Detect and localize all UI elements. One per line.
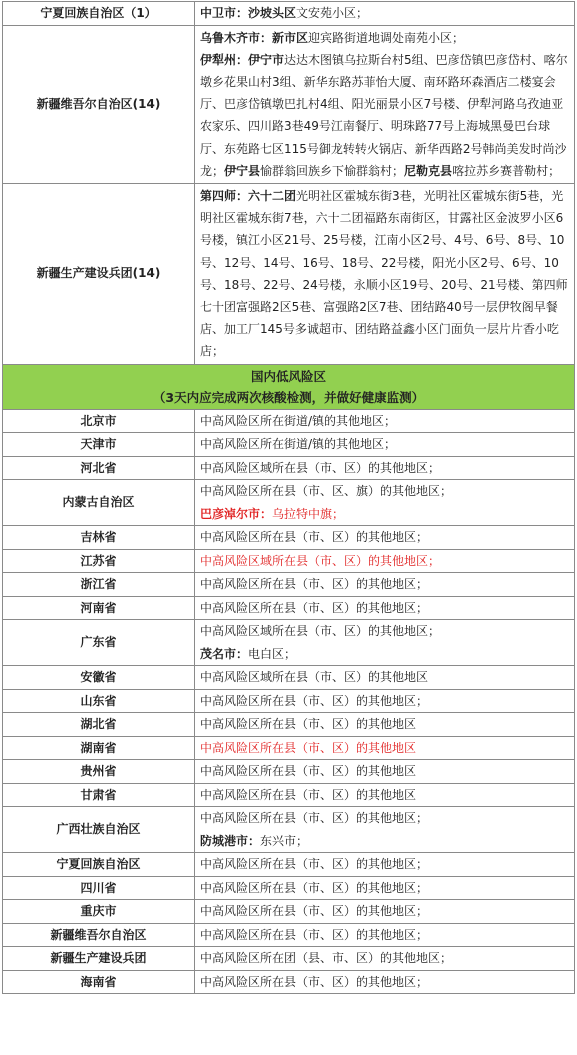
- detail-text: 迎宾路街道地调处南苑小区；: [308, 30, 465, 45]
- table-row: [3, 456, 575, 480]
- detail-cell: [195, 596, 575, 620]
- region-cell: 浙江省: [3, 573, 195, 597]
- detail-text: 达达木图镇乌拉斯台村5组、巴彦岱镇巴彦岱村、喀尔墩乡花果山村3组、新华东路苏菲怡大厦、南环路环森酒店二楼宴会厅、巴彦岱镇墩巴扎村4组、阳光丽景小区7号楼、伊犁河路乌孜迪亚农家乐、四川路3巷49号江南餐厅、明珠路77号上海城黑曼巴台球厅、东苑路七区115号御龙转转火锅店、新华西路2号韩尚美发时尚沙龙；: [200, 52, 568, 178]
- county-label: 伊宁县: [224, 163, 261, 178]
- detail-text: 中高风险区所在县（市、区）的其他地区；: [200, 904, 429, 919]
- detail-text: 电白区；: [248, 646, 297, 661]
- detail-cell: [195, 923, 575, 947]
- detail-cell: [195, 573, 575, 597]
- region-cell: 贵州省: [3, 760, 195, 784]
- detail-text: 东兴市；: [260, 833, 309, 848]
- detail-cell: [195, 947, 575, 971]
- detail-text: 中高风险区所在县（市、区）的其他地区；: [200, 600, 429, 615]
- table-row: [3, 923, 575, 947]
- detail-text: 中高风险区所在县（市、区）的其他地区: [200, 764, 417, 779]
- detail-cell: [195, 2, 575, 26]
- detail-text: 光明社区霍城东街3巷，光明社区霍城东街5巷，光明社区霍城东街7巷，六十二团福路东南街区，甘露社区金波罗小区6号楼，镇江小区21号、25号楼，江南小区2号、4号、6号、8号、10号、12号、14号、16号、18号、22号楼，阳光小区2号、6号、10号、18号、22号、24号楼，永顺小区19号、20号、21号楼、第四师七十团富强路2区5巷、富强路2区7巷、团结路40号一层伊牧阁早餐店、加工厂145号多诚超市、团结路益鑫小区门面负一层片片香小吃店；: [200, 188, 568, 359]
- detail-text: 中高风险区域所在县（市、区）的其他地区；: [200, 624, 441, 639]
- region-cell: 湖南省: [3, 736, 195, 760]
- detail-cell: [195, 456, 575, 480]
- region-cell: 海南省: [3, 970, 195, 994]
- region-cell: 新疆生产建设兵团: [3, 947, 195, 971]
- detail-text: 中高风险区所在县（市、区）的其他地区；: [200, 974, 429, 989]
- detail-text: 中高风险区所在县（市、区）的其他地区: [200, 787, 417, 802]
- banner-cell: [3, 364, 575, 409]
- region-cell: 安徽省: [3, 666, 195, 690]
- region-cell: 北京市: [3, 409, 195, 433]
- table-row: [3, 183, 575, 364]
- city-label: 乌鲁木齐市：: [200, 30, 273, 45]
- table-row: [3, 853, 575, 877]
- region-cell: 甘肃省: [3, 783, 195, 807]
- city-label: 伊宁市: [248, 52, 285, 67]
- region-cell: 新疆维吾尔自治区(14): [3, 25, 195, 183]
- region-cell: 内蒙古自治区: [3, 480, 195, 526]
- city-label: 防城港市：: [200, 833, 261, 848]
- detail-text: 中高风险区所在街道/镇的其他地区；: [200, 437, 397, 452]
- ili-line: [200, 49, 570, 182]
- detail-text: 喀拉苏乡赛普勒村；: [452, 163, 561, 178]
- region-cell: 江苏省: [3, 549, 195, 573]
- table-row: [3, 947, 575, 971]
- region-cell: 广东省: [3, 620, 195, 666]
- region-cell: 新疆生产建设兵团(14): [3, 183, 195, 364]
- region-cell: 重庆市: [3, 900, 195, 924]
- detail-cell: [195, 760, 575, 784]
- region-cell: 广西壮族自治区: [3, 807, 195, 853]
- region-cell: 吉林省: [3, 526, 195, 550]
- table-row: [3, 666, 575, 690]
- table-row: [3, 900, 575, 924]
- detail-text: 中高风险区域所在县（市、区）的其他地区；: [200, 460, 441, 475]
- detail-cell: [195, 900, 575, 924]
- division-label: 第四师：: [200, 188, 249, 203]
- region-cell: 新疆维吾尔自治区: [3, 923, 195, 947]
- detail-text: 中高风险区所在县（市、区）的其他地区；: [200, 811, 429, 826]
- region-cell: 天津市: [3, 433, 195, 457]
- table-row: [3, 573, 575, 597]
- detail-cell: [195, 409, 575, 433]
- table-row: [3, 783, 575, 807]
- detail-cell: [195, 876, 575, 900]
- detail-text: 中高风险区所在县（市、区）的其他地区；: [200, 857, 429, 872]
- extra-area-line: [200, 503, 570, 526]
- city-label: 中卫市：: [200, 6, 249, 20]
- detail-text: 中高风险区域所在县（市、区）的其他地区；: [200, 553, 441, 568]
- detail-text: 中高风险区所在县（市、区）的其他地区；: [200, 577, 429, 592]
- detail-text: 中高风险区所在县（市、区）的其他地区；: [200, 693, 429, 708]
- detail-text: 中高风险区所在县（市、区）的其他地区；: [200, 880, 429, 895]
- table-row: [3, 689, 575, 713]
- table-row: [3, 2, 575, 26]
- table-row: [3, 876, 575, 900]
- region-cell: 河北省: [3, 456, 195, 480]
- table-row: [3, 596, 575, 620]
- urumqi-line: [200, 27, 570, 49]
- detail-cell: [195, 183, 575, 364]
- table-row: [3, 526, 575, 550]
- city-label: 茂名市：: [200, 646, 249, 661]
- city-label: 巴彦淖尔市：: [200, 506, 273, 521]
- regiment-label: 六十二团: [248, 188, 297, 203]
- detail-cell: [195, 433, 575, 457]
- table-row: [3, 25, 575, 183]
- region-cell: 湖北省: [3, 713, 195, 737]
- section-banner: [3, 364, 575, 409]
- region-cell: 四川省: [3, 876, 195, 900]
- table-row: [3, 620, 575, 666]
- detail-text: 乌拉特中旗；: [272, 506, 345, 521]
- detail-text: 中高风险区域所在县（市、区）的其他地区: [200, 670, 429, 685]
- table-row: [3, 433, 575, 457]
- detail-cell: [195, 25, 575, 183]
- detail-cell: [195, 736, 575, 760]
- region-cell: 山东省: [3, 689, 195, 713]
- table-row: [3, 549, 575, 573]
- table-row: [3, 713, 575, 737]
- detail-text: 中高风险区所在县（市、区）的其他地区: [200, 717, 417, 732]
- risk-area-table: [2, 1, 575, 994]
- detail-text: 中高风险区所在县（市、区）的其他地区: [200, 740, 417, 755]
- table-row: [3, 409, 575, 433]
- banner-title: 国内低风险区: [250, 368, 326, 384]
- detail-cell: [195, 666, 575, 690]
- district-label: 新市区: [272, 30, 309, 45]
- detail-cell: [195, 807, 575, 853]
- county-label: 尼勒克县: [404, 163, 453, 178]
- table-row: [3, 480, 575, 526]
- low-risk-list: [3, 409, 575, 994]
- region-cell: 宁夏回族自治区: [3, 853, 195, 877]
- table-row: [3, 807, 575, 853]
- detail-cell: [195, 480, 575, 526]
- extra-area-line: [200, 830, 570, 853]
- table-row: [3, 736, 575, 760]
- district-label: 沙坡头区: [248, 6, 297, 20]
- detail-text: 中高风险区所在街道/镇的其他地区；: [200, 413, 397, 428]
- detail-cell: [195, 526, 575, 550]
- detail-cell: [195, 713, 575, 737]
- region-cell: 宁夏回族自治区（1）: [3, 2, 195, 26]
- table-row: [3, 970, 575, 994]
- detail-cell: [195, 549, 575, 573]
- extra-area-line: [200, 643, 570, 666]
- detail-text: 中高风险区所在县（市、区、旗）的其他地区；: [200, 484, 453, 499]
- table-row: [3, 760, 575, 784]
- detail-text: 中高风险区所在县（市、区）的其他地区；: [200, 927, 429, 942]
- detail-cell: [195, 970, 575, 994]
- detail-cell: [195, 853, 575, 877]
- detail-text: 愉群翁回族乡下愉群翁村；: [260, 163, 405, 178]
- detail-text: 中高风险区所在团（县、市、区）的其他地区；: [200, 951, 453, 966]
- detail-text: 文安苑小区；: [296, 6, 369, 20]
- banner-subtitle: （3天内应完成两次核酸检测，并做好健康监测）: [152, 389, 425, 405]
- detail-text: 中高风险区所在县（市、区）的其他地区；: [200, 530, 429, 545]
- detail-cell: [195, 783, 575, 807]
- detail-cell: [195, 620, 575, 666]
- region-cell: 河南省: [3, 596, 195, 620]
- detail-cell: [195, 689, 575, 713]
- prefecture-label: 伊犁州：: [200, 52, 249, 67]
